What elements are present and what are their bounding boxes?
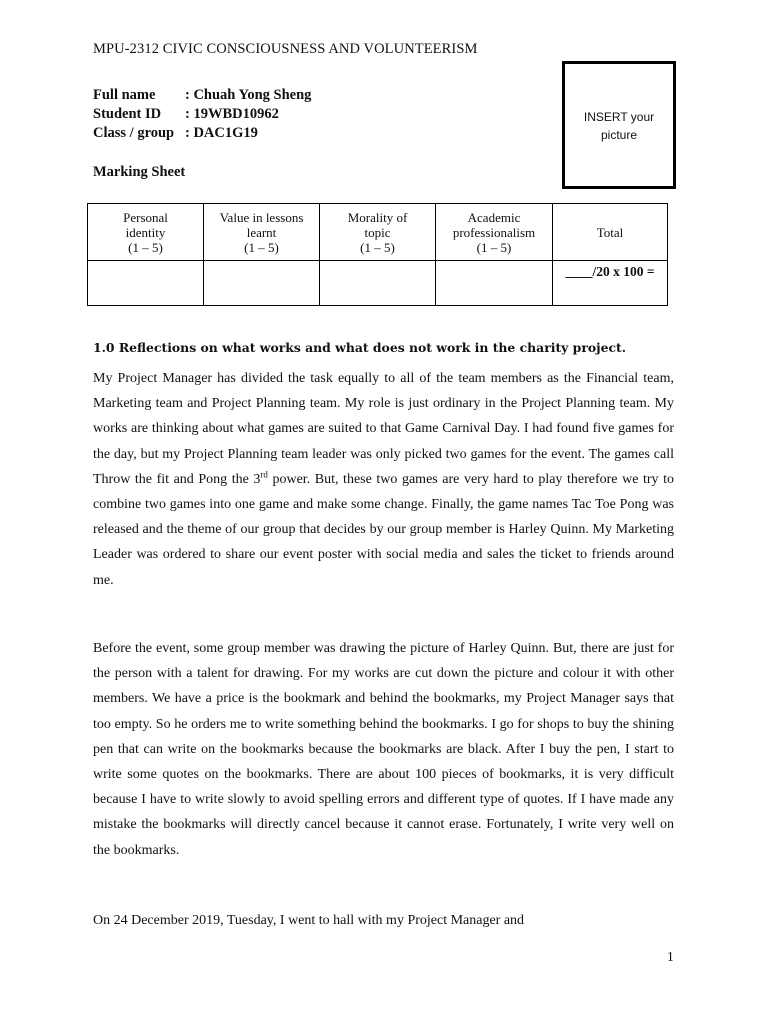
paragraph-1-text: My Project Manager has divided the task equally to all of the team members as the Financial team, Marketing team and Project Planning team. My role is just ordinary in the Project Planning team. My works are thinking about what games are suited to that Game Carnival Day. I had found five games for the day, but my Project Planning team leader was only picked two games for the event. The games call Throw the fit and Pong the 3 (93, 371, 674, 487)
column-header-line: (1 – 5) (244, 239, 279, 255)
column-personal-identity (88, 204, 204, 261)
marking-sheet-title: Marking Sheet (93, 164, 186, 180)
column-header-line: (1 – 5) (360, 239, 395, 255)
photo-placeholder-box (562, 61, 676, 189)
marking-table-score-row (88, 261, 668, 306)
photo-placeholder-line2: picture (600, 128, 638, 142)
column-header-line: Value in lessons (219, 209, 304, 225)
paragraph-2: Before the event, some group member was drawing the picture of Harley Quinn. But, there are just for the person with a talent for drawing. For my works are cut down the picture and colour it with other members. We have a price is the bookmark and behind the bookmarks, my Project Manager says that too empty. So he orders me to write something behind the bookmarks. I go for shops to buy the shining pen that can write on the bookmarks because the bookmarks are black. After I buy the pen, I start to write some quotes on the bookmarks. There are about 100 pieces of bookmarks, it is very difficult because I have to write slowly to avoid spelling errors and different type of quotes. If I have made any mistake the bookmarks will directly cancel because it cannot erase. Fortunately, I write very well on the bookmarks. (93, 641, 674, 858)
column-header-line: Total (596, 224, 624, 240)
marking-table (87, 203, 668, 306)
column-morality-of-topic (320, 204, 436, 261)
full-name-row (93, 87, 311, 104)
page-number: 1 (667, 949, 674, 964)
paragraph-1 (93, 366, 674, 593)
full-name-label: Full name (93, 87, 156, 103)
section-heading: 1.0 Reflections on what works and what does not work in the charity project. (93, 340, 627, 355)
total-score-cell[interactable]: ____/20 x 100 = (553, 261, 668, 306)
column-header-line: Morality of (347, 209, 408, 225)
score-cell-morality[interactable] (320, 261, 436, 306)
class-group-label: Class / group (93, 125, 175, 141)
column-total (553, 204, 668, 261)
column-header-line: identity (125, 224, 166, 240)
photo-placeholder-text (565, 108, 673, 144)
class-group-value: : DAC1G19 (185, 125, 258, 141)
course-title: MPU-2312 CIVIC CONSCIOUSNESS AND VOLUNTEERISM (93, 41, 478, 57)
column-value-in-lessons (204, 204, 320, 261)
class-group-row (93, 125, 258, 142)
marking-table-header-row (88, 204, 668, 261)
column-header-line: (1 – 5) (128, 239, 163, 255)
full-name-value: : Chuah Yong Sheng (185, 87, 312, 103)
column-header-line: learnt (246, 224, 277, 240)
score-cell-value-in-lessons[interactable] (204, 261, 320, 306)
student-id-value: : 19WBD10962 (185, 106, 279, 122)
column-academic-professionalism (436, 204, 553, 261)
score-cell-academic[interactable] (436, 261, 553, 306)
student-id-row (93, 106, 279, 123)
ordinal-superscript: rd (260, 469, 268, 480)
paragraph-1-text-cont: power. But, these two games are very hard to play therefore we try to combine two games into one game and make some change. Finally, the game names Tac Toe Pong was released and the theme of our group that decides by our group member is Harley Quinn. My Marketing Leader was ordered to share our event poster with social media and sales the ticket to friends around me. (93, 471, 674, 588)
paragraph-3: On 24 December 2019, Tuesday, I went to hall with my Project Manager and (93, 913, 525, 928)
column-header-line: Academic (467, 209, 521, 225)
column-header-line: topic (364, 224, 391, 240)
column-header-line: (1 – 5) (476, 239, 512, 255)
photo-placeholder-line1: INSERT your (583, 110, 655, 124)
column-header-line: professionalism (452, 224, 536, 240)
student-id-label: Student ID (93, 106, 162, 122)
score-cell-personal-identity[interactable] (88, 261, 204, 306)
column-header-line: Personal (123, 209, 168, 225)
